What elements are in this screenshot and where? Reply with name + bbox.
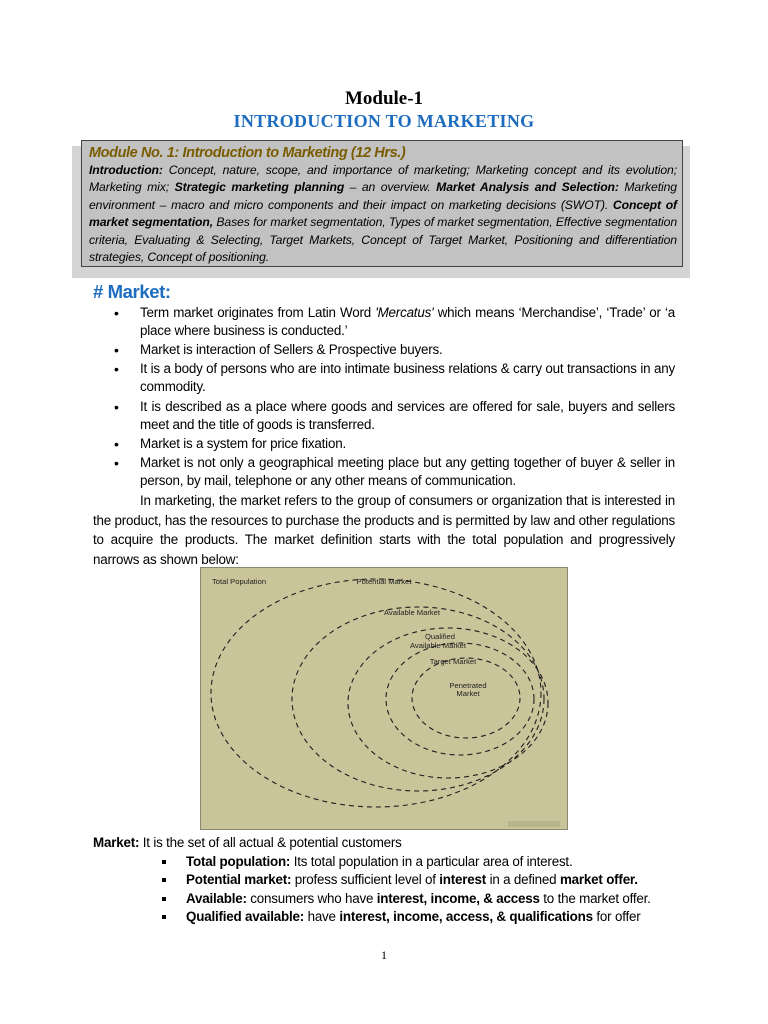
list-item: • It is described as a place where goods and services are offered for sale, buyers and sellers meet and the title of goods is transferred. — [113, 398, 675, 434]
item-text: have — [304, 909, 340, 925]
module-number: Module-1 — [344, 88, 424, 109]
latin-word: 'Mercatus' — [375, 305, 434, 320]
item-label: Qualified available: — [186, 909, 305, 925]
item-text: consumers who have — [246, 890, 377, 906]
analysis-label: Market Analysis and Selection: — [436, 180, 619, 195]
list-item: • Market is interaction of Sellers & Prospective buyers. — [113, 341, 675, 359]
market-diagram — [200, 567, 568, 830]
segmentation-label: Concept of market segmentation, — [89, 197, 677, 230]
item-text: for offer — [592, 909, 641, 925]
syllabus-heading: Module No. 1: Introduction to Marketing (12 Hrs.) — [89, 145, 406, 161]
page-number: 1 — [381, 948, 387, 962]
item-label: Potential market: — [186, 872, 292, 888]
item-bold: interest, income, access, & qualifications — [339, 909, 593, 925]
item-text: in a defined — [486, 872, 560, 888]
list-item — [160, 853, 651, 871]
list-item — [160, 908, 651, 926]
bullet-text: which means ‘Merchandise’, ‘Trade’ or ‘a place where business is conducted.’ — [140, 305, 675, 338]
market-heading: # Market: — [93, 281, 171, 302]
list-item: • Market is a system for price fixation. — [113, 435, 675, 453]
list-item: • Market is not only a geographical meeting place but any getting together of buyer & seller in person, by mail, telephone or any other means of communication. — [113, 454, 675, 490]
market-definition — [93, 835, 402, 850]
watermark-mark — [508, 821, 560, 827]
item-text: Its total population in a particular area of interest. — [290, 854, 573, 869]
item-bold: market offer. — [559, 872, 638, 888]
label-available-market: Available Market — [384, 608, 440, 617]
definition-text: It is the set of all actual & potential customers — [139, 835, 402, 850]
list-item — [160, 890, 651, 908]
planning-label: Strategic marketing planning — [174, 180, 345, 195]
label-target-market: Target Market — [429, 657, 477, 666]
label-qualified-available: Available Market — [410, 641, 466, 650]
diagram-background — [200, 567, 568, 830]
item-label: Total population: — [186, 854, 291, 869]
label-potential-market: Potential Market — [356, 577, 412, 586]
list-item — [113, 304, 675, 340]
label-penetrated: Penetrated — [449, 681, 487, 690]
label-qualified: Qualified — [425, 632, 455, 641]
bullet-text: Term market originates from Latin Word — [140, 305, 376, 320]
item-bold: interest — [439, 872, 487, 888]
intro-text: Concept, nature, scope, and importance of marketing; Marketing concept and its evolution; Marketing mix; — [89, 163, 677, 195]
list-item: • It is a body of persons who are into intimate business relations & carry out transactions in any commodity. — [113, 360, 675, 396]
definition-label: Market: — [93, 835, 140, 850]
syllabus-box — [81, 140, 683, 267]
analysis-text: Marketing environment – macro and micro components and their impact on marketing decisions (SWOT). — [89, 180, 677, 212]
item-bold: interest, income, & access — [376, 890, 540, 906]
market-diagram-svg — [200, 567, 568, 830]
market-bullet-list — [113, 304, 675, 491]
syllabus-body — [89, 162, 677, 266]
item-text: to the market offer. — [539, 890, 651, 906]
label-penetrated-market: Market — [456, 689, 480, 698]
item-label: Available: — [186, 890, 247, 906]
item-text: profess sufficient level of — [291, 872, 440, 888]
market-paragraph: In marketing, the market refers to the group of consumers or organization that is interested in the product, has the resources to purchase the products and is permitted by law and other regulations to acquire the products. The market definition starts with the total population and progressively narrows as shown below: — [93, 493, 675, 567]
page-title: INTRODUCTION TO MARKETING — [233, 111, 535, 131]
market-levels-list — [160, 853, 651, 927]
list-item — [160, 871, 651, 889]
segmentation-text: Bases for market segmentation, Types of market segmentation, Effective segmentation criteria, Evaluating & Selecting, Target Markets, Concept of Target Market, Positioning and differentiation strategies, Concept of positioning. — [89, 215, 677, 265]
label-total-population: Total Population — [212, 577, 267, 586]
intro-label: Introduction: — [89, 163, 163, 177]
planning-text: – an overview. — [344, 180, 437, 195]
